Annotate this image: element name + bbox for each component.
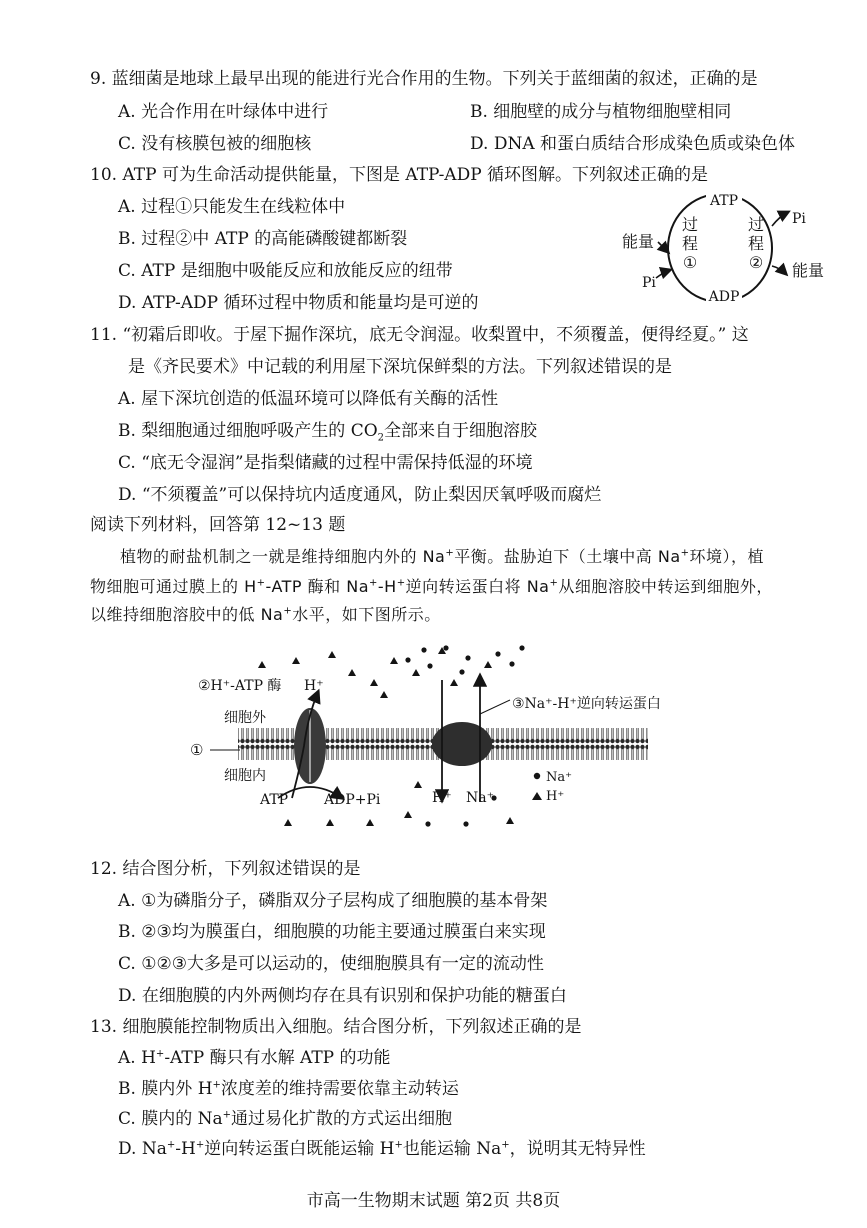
q11-option-b-sub: 2 bbox=[377, 432, 385, 444]
adp-label: ADP bbox=[708, 289, 740, 305]
q10-option-a: A. 过程①只能发生在线粒体中 bbox=[118, 197, 346, 217]
h-top-label: H⁺ bbox=[304, 678, 324, 694]
q10-option-d: D. ATP-ADP 循环过程中物质和能量均是可逆的 bbox=[118, 293, 479, 313]
q13-option-a bbox=[118, 1047, 391, 1069]
q10-stem: 10. ATP 可为生命活动提供能量，下图是 ATP-ADP 循环图解。下列叙述正确的是 bbox=[90, 165, 709, 185]
sup-plus: + bbox=[256, 577, 266, 589]
atp-label-membrane: ATP bbox=[260, 792, 289, 808]
material-l2-a: 物细胞可通过膜上的 H bbox=[90, 577, 257, 596]
q11-option-d: D. “不须覆盖”可以保持坑内适度通风，防止梨因厌氧呼吸而腐烂 bbox=[118, 485, 602, 505]
q11-option-b-part1: B. 梨细胞通过细胞呼吸产生的 CO bbox=[118, 421, 378, 441]
na-bottom-label: Na⁺ bbox=[466, 790, 494, 806]
q13-stem: 13. 细胞膜能控制物质出入细胞。结合图分析，下列叙述正确的是 bbox=[90, 1017, 582, 1037]
q13-d-part1: D. Na bbox=[118, 1139, 167, 1159]
energy-left-label: 能量 bbox=[622, 232, 655, 251]
material-line1 bbox=[120, 546, 764, 568]
pi-input-arrow bbox=[656, 270, 670, 278]
sup-plus: + bbox=[166, 1139, 176, 1151]
sup-plus: + bbox=[222, 1109, 232, 1121]
sup-plus: + bbox=[396, 577, 406, 589]
q11-stem-line1: 11. “初霜后即收。于屋下掘作深坑，底无令润湿。收梨置中，不须覆盖，便得经夏。” 这 bbox=[90, 325, 749, 345]
material-l2-d: 逆向转运蛋白将 Na bbox=[405, 577, 550, 596]
q13-c-part1: C. 膜内的 Na bbox=[118, 1109, 223, 1129]
process1-char3: ① bbox=[682, 253, 698, 272]
q12-option-a: A. ①为磷脂分子，磷脂双分子层构成了细胞膜的基本骨架 bbox=[118, 891, 548, 911]
adp-pi-label: ADP+Pi bbox=[324, 792, 381, 808]
sup-plus: + bbox=[283, 605, 293, 617]
atp-adp-cycle-diagram bbox=[620, 186, 840, 310]
antiporter-protein bbox=[432, 722, 492, 766]
q10-option-c: C. ATP 是细胞中吸能反应和放能反应的纽带 bbox=[118, 261, 453, 281]
q11-option-c: C. “底无令湿润”是指梨储藏的过程中需保持低湿的环境 bbox=[118, 453, 533, 473]
material-line3 bbox=[90, 604, 441, 626]
q13-a-part2: -ATP 酶只有水解 ATP 的功能 bbox=[164, 1048, 391, 1068]
q11-option-b bbox=[118, 420, 537, 442]
sup-plus: + bbox=[212, 1079, 221, 1091]
q10-option-b: B. 过程②中 ATP 的高能磷酸键都断裂 bbox=[118, 229, 408, 249]
outside-label: 细胞外 bbox=[224, 710, 266, 726]
material-l1-c: 环境），植 bbox=[689, 547, 765, 566]
q12-stem: 12. 结合图分析，下列叙述错误的是 bbox=[90, 859, 361, 879]
extracellular-ions bbox=[258, 645, 525, 698]
q13-option-d bbox=[118, 1138, 646, 1160]
sup-plus: + bbox=[155, 1048, 165, 1060]
q13-b-part2: 浓度差的维持需要依靠主动转运 bbox=[220, 1079, 459, 1099]
material-l3-b: 水平，如下图所示。 bbox=[292, 605, 441, 624]
legend-na-dot bbox=[534, 773, 540, 779]
h-atpase-label: ②H⁺-ATP 酶 bbox=[198, 678, 282, 694]
phospholipid-number-label: ① bbox=[190, 741, 204, 759]
process1-char1: 过 bbox=[681, 215, 699, 234]
q13-d-part2: -H bbox=[175, 1139, 196, 1159]
process1-char2: 程 bbox=[681, 234, 699, 253]
material-l2-b: -ATP 酶和 Na bbox=[265, 577, 370, 596]
q12-option-b: B. ②③均为膜蛋白，细胞膜的功能主要通过膜蛋白来实现 bbox=[118, 922, 546, 942]
q12-option-d: D. 在细胞膜的内外两侧均存在具有识别和保护功能的糖蛋白 bbox=[118, 986, 567, 1006]
sup-plus: + bbox=[501, 1139, 510, 1151]
q9-option-b: B. 细胞壁的成分与植物细胞壁相同 bbox=[470, 102, 732, 122]
q9-option-a: A. 光合作用在叶绿体中进行 bbox=[118, 102, 329, 122]
pi-release-arrow bbox=[772, 212, 788, 226]
q13-a-part1: A. H bbox=[118, 1048, 156, 1068]
h-bottom-label: H⁺ bbox=[432, 790, 452, 806]
q13-c-part2: 通过易化扩散的方式运出细胞 bbox=[231, 1109, 453, 1129]
q12-option-c: C. ①②③大多是可以运动的，使细胞膜具有一定的流动性 bbox=[118, 954, 544, 974]
sup-plus: + bbox=[394, 1139, 403, 1151]
material-line2 bbox=[90, 576, 773, 598]
material-l2-c: -H bbox=[377, 577, 397, 596]
q11-option-b-part2: 全部来自于细胞溶胶 bbox=[384, 421, 538, 441]
pi-left-label: Pi bbox=[642, 275, 656, 291]
material-l2-e: 从细胞溶胶中转运到细胞外， bbox=[558, 577, 773, 596]
legend-h-label: H⁺ bbox=[546, 789, 565, 804]
process2-char3: ② bbox=[748, 253, 764, 272]
legend-na-label: Na⁺ bbox=[546, 770, 572, 785]
q11-stem-line2: 是《齐民要术》中记载的利用屋下深坑保鲜梨的方法。下列叙述错误的是 bbox=[128, 357, 672, 377]
energy-release-arrow bbox=[772, 266, 786, 274]
sup-plus: + bbox=[195, 1139, 205, 1151]
q13-b-part1: B. 膜内外 H bbox=[118, 1079, 213, 1099]
sup-plus: + bbox=[549, 577, 559, 589]
q9-option-c: C. 没有核膜包被的细胞核 bbox=[118, 134, 312, 154]
q13-d-part4: 也能运输 Na bbox=[402, 1139, 502, 1159]
atp-label: ATP bbox=[709, 193, 739, 209]
q13-option-c bbox=[118, 1108, 452, 1130]
q13-d-part5: ，说明其无特异性 bbox=[509, 1139, 646, 1159]
sup-plus: + bbox=[680, 547, 690, 559]
q13-d-part3: 逆向转运蛋白既能运输 H bbox=[204, 1139, 395, 1159]
reading-intro: 阅读下列材料，回答第 12~13 题 bbox=[90, 515, 346, 535]
q9-option-d: D. DNA 和蛋白质结合形成染色质或染色体 bbox=[470, 134, 796, 154]
pi-right-label: Pi bbox=[792, 211, 806, 227]
legend-h-triangle bbox=[532, 792, 542, 800]
sup-plus: + bbox=[369, 577, 378, 589]
process2-char1: 过 bbox=[747, 215, 765, 234]
material-l1-b: 平衡。盐胁迫下（土壤中高 Na bbox=[454, 547, 681, 566]
material-l3-a: 以维持细胞溶胶中的低 Na bbox=[90, 605, 284, 624]
material-l1-a: 植物的耐盐机制之一就是维持细胞内外的 Na bbox=[120, 547, 446, 566]
process2-char2: 程 bbox=[747, 234, 765, 253]
energy-right-label: 能量 bbox=[792, 261, 825, 280]
antiporter-label: ③Na⁺-H⁺逆向转运蛋白 bbox=[512, 696, 661, 712]
membrane-transport-diagram bbox=[180, 636, 700, 836]
energy-input-arrow bbox=[658, 242, 668, 252]
q9-stem: 9. 蓝细菌是地球上最早出现的能进行光合作用的生物。下列关于蓝细菌的叙述，正确的是 bbox=[90, 69, 758, 89]
inside-label: 细胞内 bbox=[224, 768, 266, 784]
page-footer: 市高一生物期末试题 第2页 共8页 bbox=[306, 1191, 561, 1211]
sup-plus: + bbox=[445, 547, 455, 559]
q11-option-a: A. 屋下深坑创造的低温环境可以降低有关酶的活性 bbox=[118, 389, 499, 409]
q13-option-b bbox=[118, 1078, 459, 1100]
